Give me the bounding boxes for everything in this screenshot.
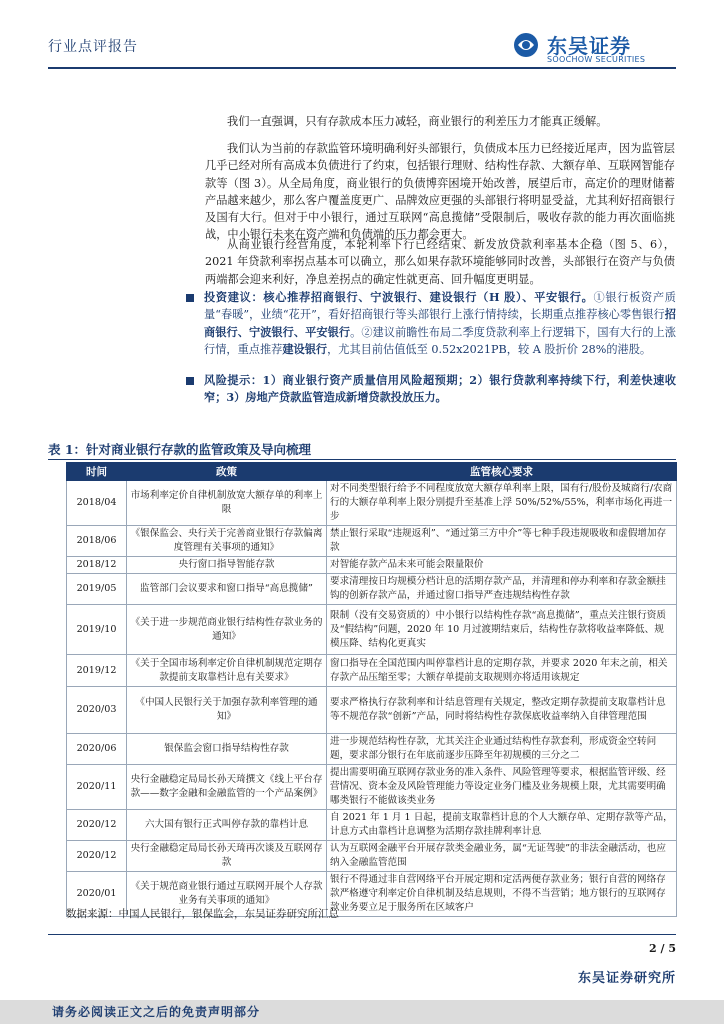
row-policy: 《关于进一步规范商业银行结构性存款业务的通知》 [127,605,327,655]
row-requirement: 认为互联网金融平台开展存款类金融业务，属“无证驾驶”的非法金融活动，也应纳入金融监管范围 [327,841,677,872]
header-date: 时间 [67,463,127,481]
row-date: 2019/10 [67,605,127,655]
table-row [67,481,677,526]
row-policy: 央行金融稳定局局长孙天琦撰文《线上平台存款——数字金融和金融监管的一个产品案例》 [127,765,327,810]
row-policy: 央行窗口指导智能存款 [127,557,327,574]
header-requirement: 监管核心要求 [327,463,677,481]
logo-chinese-name: 东吴证券 [547,34,631,58]
row-requirement: 要求清理按日均规模分档计息的活期存款产品，并清理和停办利率和存款金额挂钩的创新存款产品，并通过窗口指导严查违规结构性存款 [327,574,677,605]
row-date: 2018/04 [67,481,127,526]
row-policy: 银保监会窗口指导结构性存款 [127,734,327,765]
paragraph-operation-view: 从商业银行经营角度，本轮利率下行已经结束、新发放贷款利率基本企稳（图 5、6），2021 年贷款利率拐点基本可以确立，那么如果存款环境能够同时改善，头部银行在资产与负债两端都会迎来利好，净息差拐点的确定性就更高、回升幅度更明显。 [205,238,675,286]
institute-name: 东吴证券研究所 [577,971,676,986]
row-policy: 六大国有银行正式叫停存款的靠档计息 [127,810,327,841]
paragraph-regulation-view: 我们认为当前的存款监管环境明确利好头部银行，负债成本压力已经接近尾声，因为监管层几乎已经对所有高成本负债进行了约束，包括银行理财、结构性存款、大额存单、互联网智能存款等（图 3）。从全局角度，商业银行的负债博弈困境开始改善，展望后市，高定价的理财储蓄产品越来越少，那么客户覆盖度更广、品牌效应更强的头部银行将明显受益，尤其利好招商银行及国有大行。但对于中小银行，通过互联网“高息揽储”受限制后，吸收存款的能力再次面临挑战，中小银行未来在资产端和负债端的压力都会更大。 [205,142,675,242]
table-row [67,557,677,574]
footer-divider [48,934,676,935]
row-date: 2020/12 [67,841,127,872]
row-requirement: 银行不得通过非自营网络平台开展定期和定活两便存款业务；银行自营的网络存款严格遵守利率定价自律机制及结息规则，不得不当营销；地方银行的互联网存款业务要立足于服务所在区域客户 [327,872,677,917]
row-policy: 市场利率定价自律机制放宽大额存单的利率上限 [127,481,327,526]
table-body [67,481,677,917]
investment-lead: 投资建议：核心推荐招商银行、宁波银行、建设银行（H 股）、平安银行。 [204,290,594,304]
logo-mark-icon [511,32,541,62]
paragraph-deposit-cost: 我们一直强调，只有存款成本压力减轻，商业银行的利差压力才能真正缓解。 [227,115,608,128]
table-title: 表 1：针对商业银行存款的监管政策及导向梳理 [48,442,312,457]
regulation-table [66,462,677,917]
bullet-square-icon [186,377,194,385]
row-date: 2019/12 [67,655,127,687]
row-policy: 《中国人民银行关于加强存款利率管理的通知》 [127,687,327,734]
row-requirement: 进一步规范结构性存款，尤其关注企业通过结构性存款套利，形成资金空转问题，要求部分银行在年底前逐步压降至年初规模的三分之二 [327,734,677,765]
row-date: 2020/12 [67,810,127,841]
row-requirement: 对智能存款产品未来可能会限量限价 [327,557,677,574]
company-logo [511,30,676,66]
row-requirement: 限制（没有交易资质的）中小银行以结构性存款“高息揽储”，重点关注银行资质及“假结构”问题，2020 年 10 月过渡期结束后，结构性存款将收益率降低、规模压降、结构化更真实 [327,605,677,655]
table-row [67,765,677,810]
row-date: 2019/05 [67,574,127,605]
row-requirement: 窗口指导在全国范围内叫停靠档计息的定期存款，并要求 2020 年末之前，相关存款产品压缩至零；大额存单提前支取规则亦将适用该规定 [327,655,677,687]
row-date: 2020/11 [67,765,127,810]
investment-bold-2: 建设银行 [282,341,328,356]
row-date: 2018/12 [67,557,127,574]
row-requirement: 对不同类型银行给予不同程度放宽大额存单利率上限，国有行/股份及城商行/农商行的大额存单利率上限分别提升至基准上浮 50%/52%/55%，利率市场化再进一步 [327,481,677,526]
row-date: 2018/06 [67,526,127,557]
investment-advice [186,289,676,358]
data-source: 数据来源：中国人民银行，银保监会，东吴证券研究所汇总 [66,908,339,920]
header-divider [48,67,676,69]
table-row [67,687,677,734]
report-type-label: 行业点评报告 [48,39,138,55]
page-number: 2 / 5 [649,942,676,955]
row-date: 2020/03 [67,687,127,734]
logo-english-name: SOOCHOW SECURITIES [547,55,646,64]
header-policy: 政策 [127,463,327,481]
row-requirement: 提出需要明确互联网存款业务的准入条件、风险管理等要求，根据监管评级、经营情况、资本金及风险管理能力等设定业务门槛及业务规模上限，尤其需要明确哪类银行不能做该类业务 [327,765,677,810]
table-row [67,605,677,655]
investment-text-3: ，尤其目前估值低至 0.52x2021PB，较 A 股折价 28%的港股。 [327,342,652,356]
table-row [67,574,677,605]
table-title-divider [48,459,676,460]
investment-text-2: 。②建议前瞻性布局二季度贷款利率上行逻辑下，国有大行的上涨行情，重点推荐 [204,325,676,356]
page-header [48,28,676,68]
disclaimer-bar [0,1000,724,1024]
table-row [67,841,677,872]
table-header-row [67,463,677,481]
bullet-square-icon [186,294,194,302]
row-policy: 央行金融稳定局局长孙天琦再次谈及互联网存款 [127,841,327,872]
row-date: 2020/06 [67,734,127,765]
investment-bold-1: 招商银行、宁波银行、平安银行 [204,307,676,339]
disclaimer-text: 请务必阅读正文之后的免责声明部分 [52,1005,261,1019]
risk-warning [186,372,676,407]
row-policy: 《关于规范商业银行通过互联网开展个人存款业务有关事项的通知》 [127,872,327,917]
risk-text: 风险提示：1）商业银行资产质量信用风险超预期；2）银行贷款利率持续下行，利差快速收窄；3）房地产贷款监管造成新增贷款投放压力。 [204,373,676,405]
row-policy: 《银保监会、央行关于完善商业银行存款偏离度管理有关事项的通知》 [127,526,327,557]
row-requirement: 自 2021 年 1 月 1 日起，提前支取靠档计息的个人大额存单、定期存款等产品，计息方式由靠档计息调整为活期存款挂牌利率计息 [327,810,677,841]
row-date: 2020/01 [67,872,127,917]
row-requirement: 要求严格执行存款利率和计结息管理有关规定，整改定期存款提前支取靠档计息等不规范存款“创新”产品，同时将结构性存款保底收益率纳入自律管理范围 [327,687,677,734]
row-policy: 《关于全国市场利率定价自律机制规范定期存款提前支取靠档计息有关要求》 [127,655,327,687]
row-requirement: 禁止银行采取“违规返利”、“通过第三方中介”等七种手段违规吸收和虚假增加存款 [327,526,677,557]
row-policy: 监管部门会议要求和窗口指导“高息揽储” [127,574,327,605]
table-row [67,734,677,765]
table-row [67,526,677,557]
investment-text-1: ①银行板资产质量“春暖”，业绩“花开”，看好招商银行等头部银行上涨行情持续，长期重点推荐核心零售银行 [204,291,676,322]
table-row [67,655,677,687]
table-row [67,810,677,841]
